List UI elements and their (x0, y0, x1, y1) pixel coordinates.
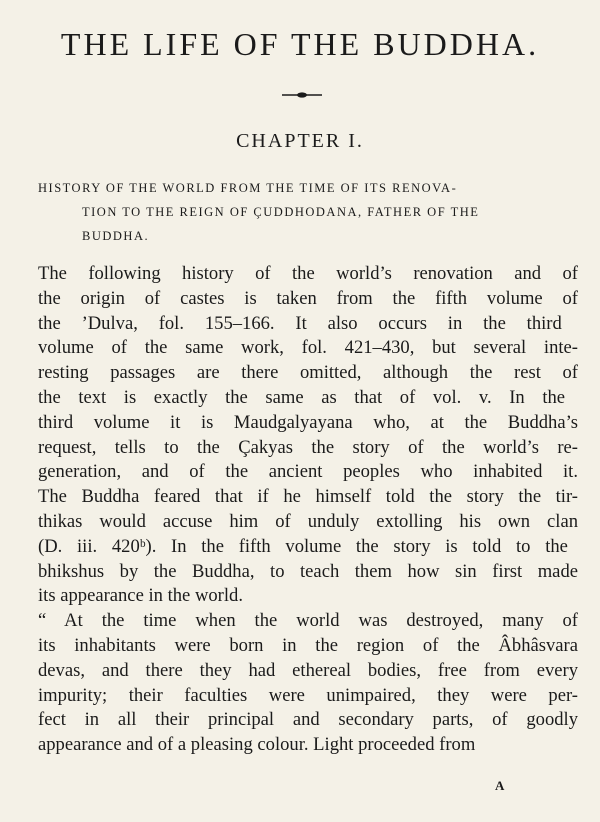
text-line: bhikshus by the Buddha, to teach them how sin first made (38, 560, 578, 582)
text-line: its inhabitants were born in the region of the Âbhâsvara (38, 634, 578, 656)
text-line: third volume it is Maudgalyayana who, at the Buddha’s (38, 411, 578, 433)
chapter-heading: CHAPTER I. (236, 130, 364, 152)
text-line: the text is exactly the same as that of vol. v. In the (38, 386, 566, 408)
body-text (38, 262, 578, 758)
text-line: the origin of castes is taken from the fifth volume of (38, 287, 578, 309)
summary-line: TION TO THE REIGN OF ÇUDDHODANA, FATHER OF THE (82, 205, 480, 219)
text-line: The Buddha feared that if he himself told the story the tir- (38, 486, 578, 508)
text-line: request, tells to the Çakyas the story of the world’s re- (38, 436, 578, 458)
text-line: resting passages are there omitted, although the rest of (38, 362, 578, 384)
text-line: the ’Dulva, fol. 155–166. It also occurs in the third (38, 312, 562, 334)
summary-line: BUDDHA. (82, 229, 150, 243)
text-line: its appearance in the world. (38, 585, 243, 607)
text-line: “ At the time when the world was destroyed, many of (38, 610, 578, 632)
running-head: THE LIFE OF THE BUDDHA. (60, 26, 540, 62)
chapter-summary (38, 176, 578, 248)
signature-mark: A (495, 778, 505, 793)
text-line: generation, and of the ancient peoples who inhabited it. (38, 461, 578, 483)
text-line: volume of the same work, fol. 421–430, but several inte- (38, 337, 578, 359)
ornament-rule (282, 92, 322, 98)
text-line: fect in all their principal and secondary parts, of goodly (38, 709, 578, 731)
text-line: (D. iii. 420ᵇ). In the fifth volume the story is told to the (38, 535, 568, 557)
text-line: devas, and there they had ethereal bodies, free from every (38, 659, 578, 681)
summary-line: HISTORY OF THE WORLD FROM THE TIME OF ITS RENOVA- (38, 181, 458, 195)
text-line: The following history of the world’s renovation and of (38, 263, 578, 284)
text-line: thikas would accuse him of unduly extolling his own clan (38, 510, 578, 532)
text-line: impurity; their faculties were unimpaired, they were per- (38, 684, 578, 706)
text-line: appearance and of a pleasing colour. Light proceeded from (38, 734, 476, 756)
